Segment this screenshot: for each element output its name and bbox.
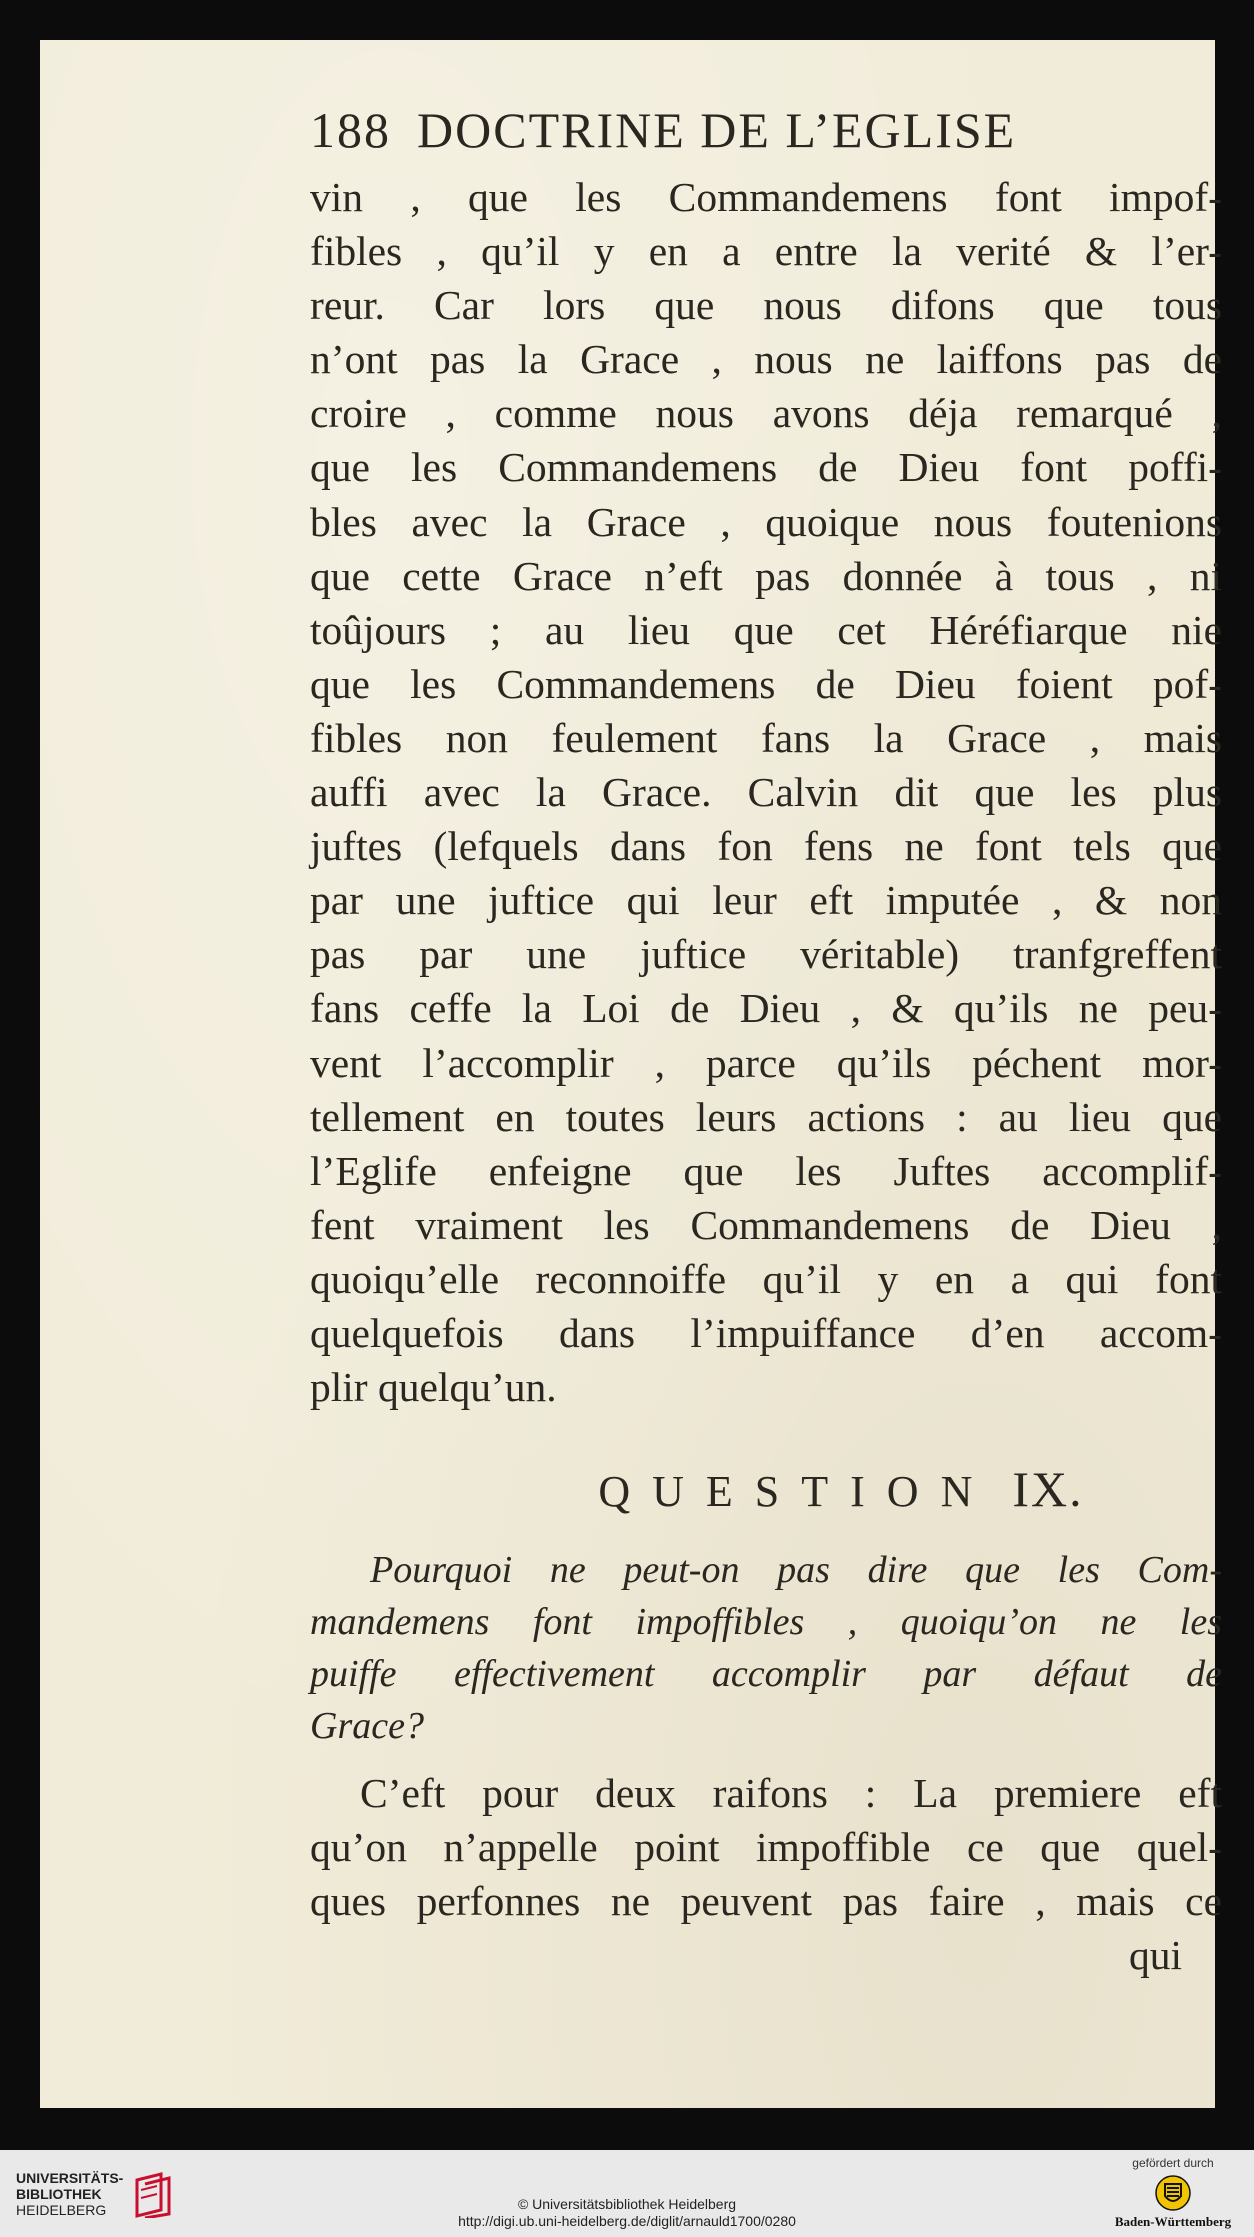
library-name-line: BIBLIOTHEK <box>16 2186 102 2202</box>
book-page <box>40 40 1222 2108</box>
text-line: plir quelqu’un. <box>310 1364 557 1411</box>
text-line: fibles , qu’il y en a entre la verité & l’er- <box>310 228 1222 275</box>
running-title: DOCTRINE DE L’EGLISE <box>417 102 1017 158</box>
text-line: auffi avec la Grace. Calvin dit que les plus <box>310 769 1222 816</box>
body-paragraph <box>310 170 1222 1414</box>
text-line: par une juftice qui leur eft imputée , & non <box>310 877 1222 924</box>
answer-line: ques perfonnes ne peuvent pas faire , mais ce <box>310 1878 1222 1925</box>
question-line: puiffe effectivement accomplir par défaut de <box>310 1653 1222 1696</box>
sponsor-label: gefördert durch <box>1132 2156 1214 2170</box>
text-line: fans ceffe la Loi de Dieu , & qu’ils ne peu- <box>310 985 1222 1032</box>
answer-paragraph <box>310 1766 1222 1928</box>
page-number: 188 <box>310 102 391 158</box>
question-line: Grace? <box>310 1705 424 1748</box>
text-line: bles avec la Grace , quoique nous foutenions <box>310 498 1222 545</box>
text-line: croire , comme nous avons déja remarqué , <box>310 390 1222 437</box>
text-line: que cette Grace n’eft pas donnée à tous , ni <box>310 552 1222 599</box>
running-header <box>310 90 1222 170</box>
sponsor-name: Baden-Württemberg <box>1114 2214 1232 2229</box>
catchword: qui <box>1128 1932 1182 1979</box>
library-name-line: HEIDELBERG <box>16 2202 107 2218</box>
text-line: quoiqu’elle reconnoiffe qu’il y en a qui font <box>310 1255 1222 1302</box>
answer-line: C’eft pour deux raifons : La premiere eft <box>360 1770 1222 1817</box>
question-number: IX. <box>1012 1461 1084 1518</box>
text-line: juftes (lefquels dans fon fens ne font tels que <box>310 823 1222 870</box>
question-text <box>310 1544 1222 1752</box>
text-line: pas par une juftice véritable) tranfgreffent <box>310 931 1222 978</box>
text-line: vent l’accomplir , parce qu’ils péchent mor- <box>310 1039 1222 1086</box>
text-line: que les Commandemens de Dieu font poffi- <box>310 444 1222 491</box>
page-text <box>310 90 1222 1982</box>
text-line: fibles non feulement fans la Grace , mais <box>310 714 1222 761</box>
text-line: n’ont pas la Grace , nous ne laiffons pas de <box>310 336 1222 383</box>
text-line: que les Commandemens de Dieu foient pof- <box>310 660 1222 707</box>
question-line: mandemens font impoffibles , quoiqu’on ne les <box>310 1601 1222 1644</box>
text-line: vin , que les Commandemens font impof- <box>310 174 1222 220</box>
text-line: l’Eglife enfeigne que les Juftes accomplif- <box>310 1147 1222 1194</box>
permalink[interactable]: http://digi.ub.uni-heidelberg.de/diglit/arnauld1700/0280 <box>458 2213 796 2229</box>
copyright-notice <box>0 2196 1254 2230</box>
text-line: reur. Car lors que nous difons que tous <box>310 282 1222 329</box>
viewer-footer <box>0 2150 1254 2237</box>
answer-line: qu’on n’appelle point impoffible ce que quel- <box>310 1824 1222 1871</box>
text-line: fent vraiment les Commandemens de Dieu , <box>310 1201 1222 1248</box>
copyright-text: © Universitätsbibliothek Heidelberg <box>517 2196 737 2212</box>
sponsor-block[interactable] <box>1108 2156 1238 2230</box>
library-name-line: UNIVERSITÄTS- <box>16 2170 124 2186</box>
question-label: QUESTION <box>598 1467 995 1517</box>
text-line: tellement en toutes leurs actions : au lieu que <box>310 1093 1222 1140</box>
question-line: Pourquoi ne peut-on pas dire que les Com- <box>370 1549 1222 1592</box>
text-line: toûjours ; au lieu que cet Héréfiarque nie <box>310 606 1222 653</box>
state-crest-icon <box>1154 2174 1192 2212</box>
text-line: quelquefois dans l’impuiffance d’en accom- <box>310 1309 1222 1356</box>
question-heading <box>310 1454 1222 1524</box>
